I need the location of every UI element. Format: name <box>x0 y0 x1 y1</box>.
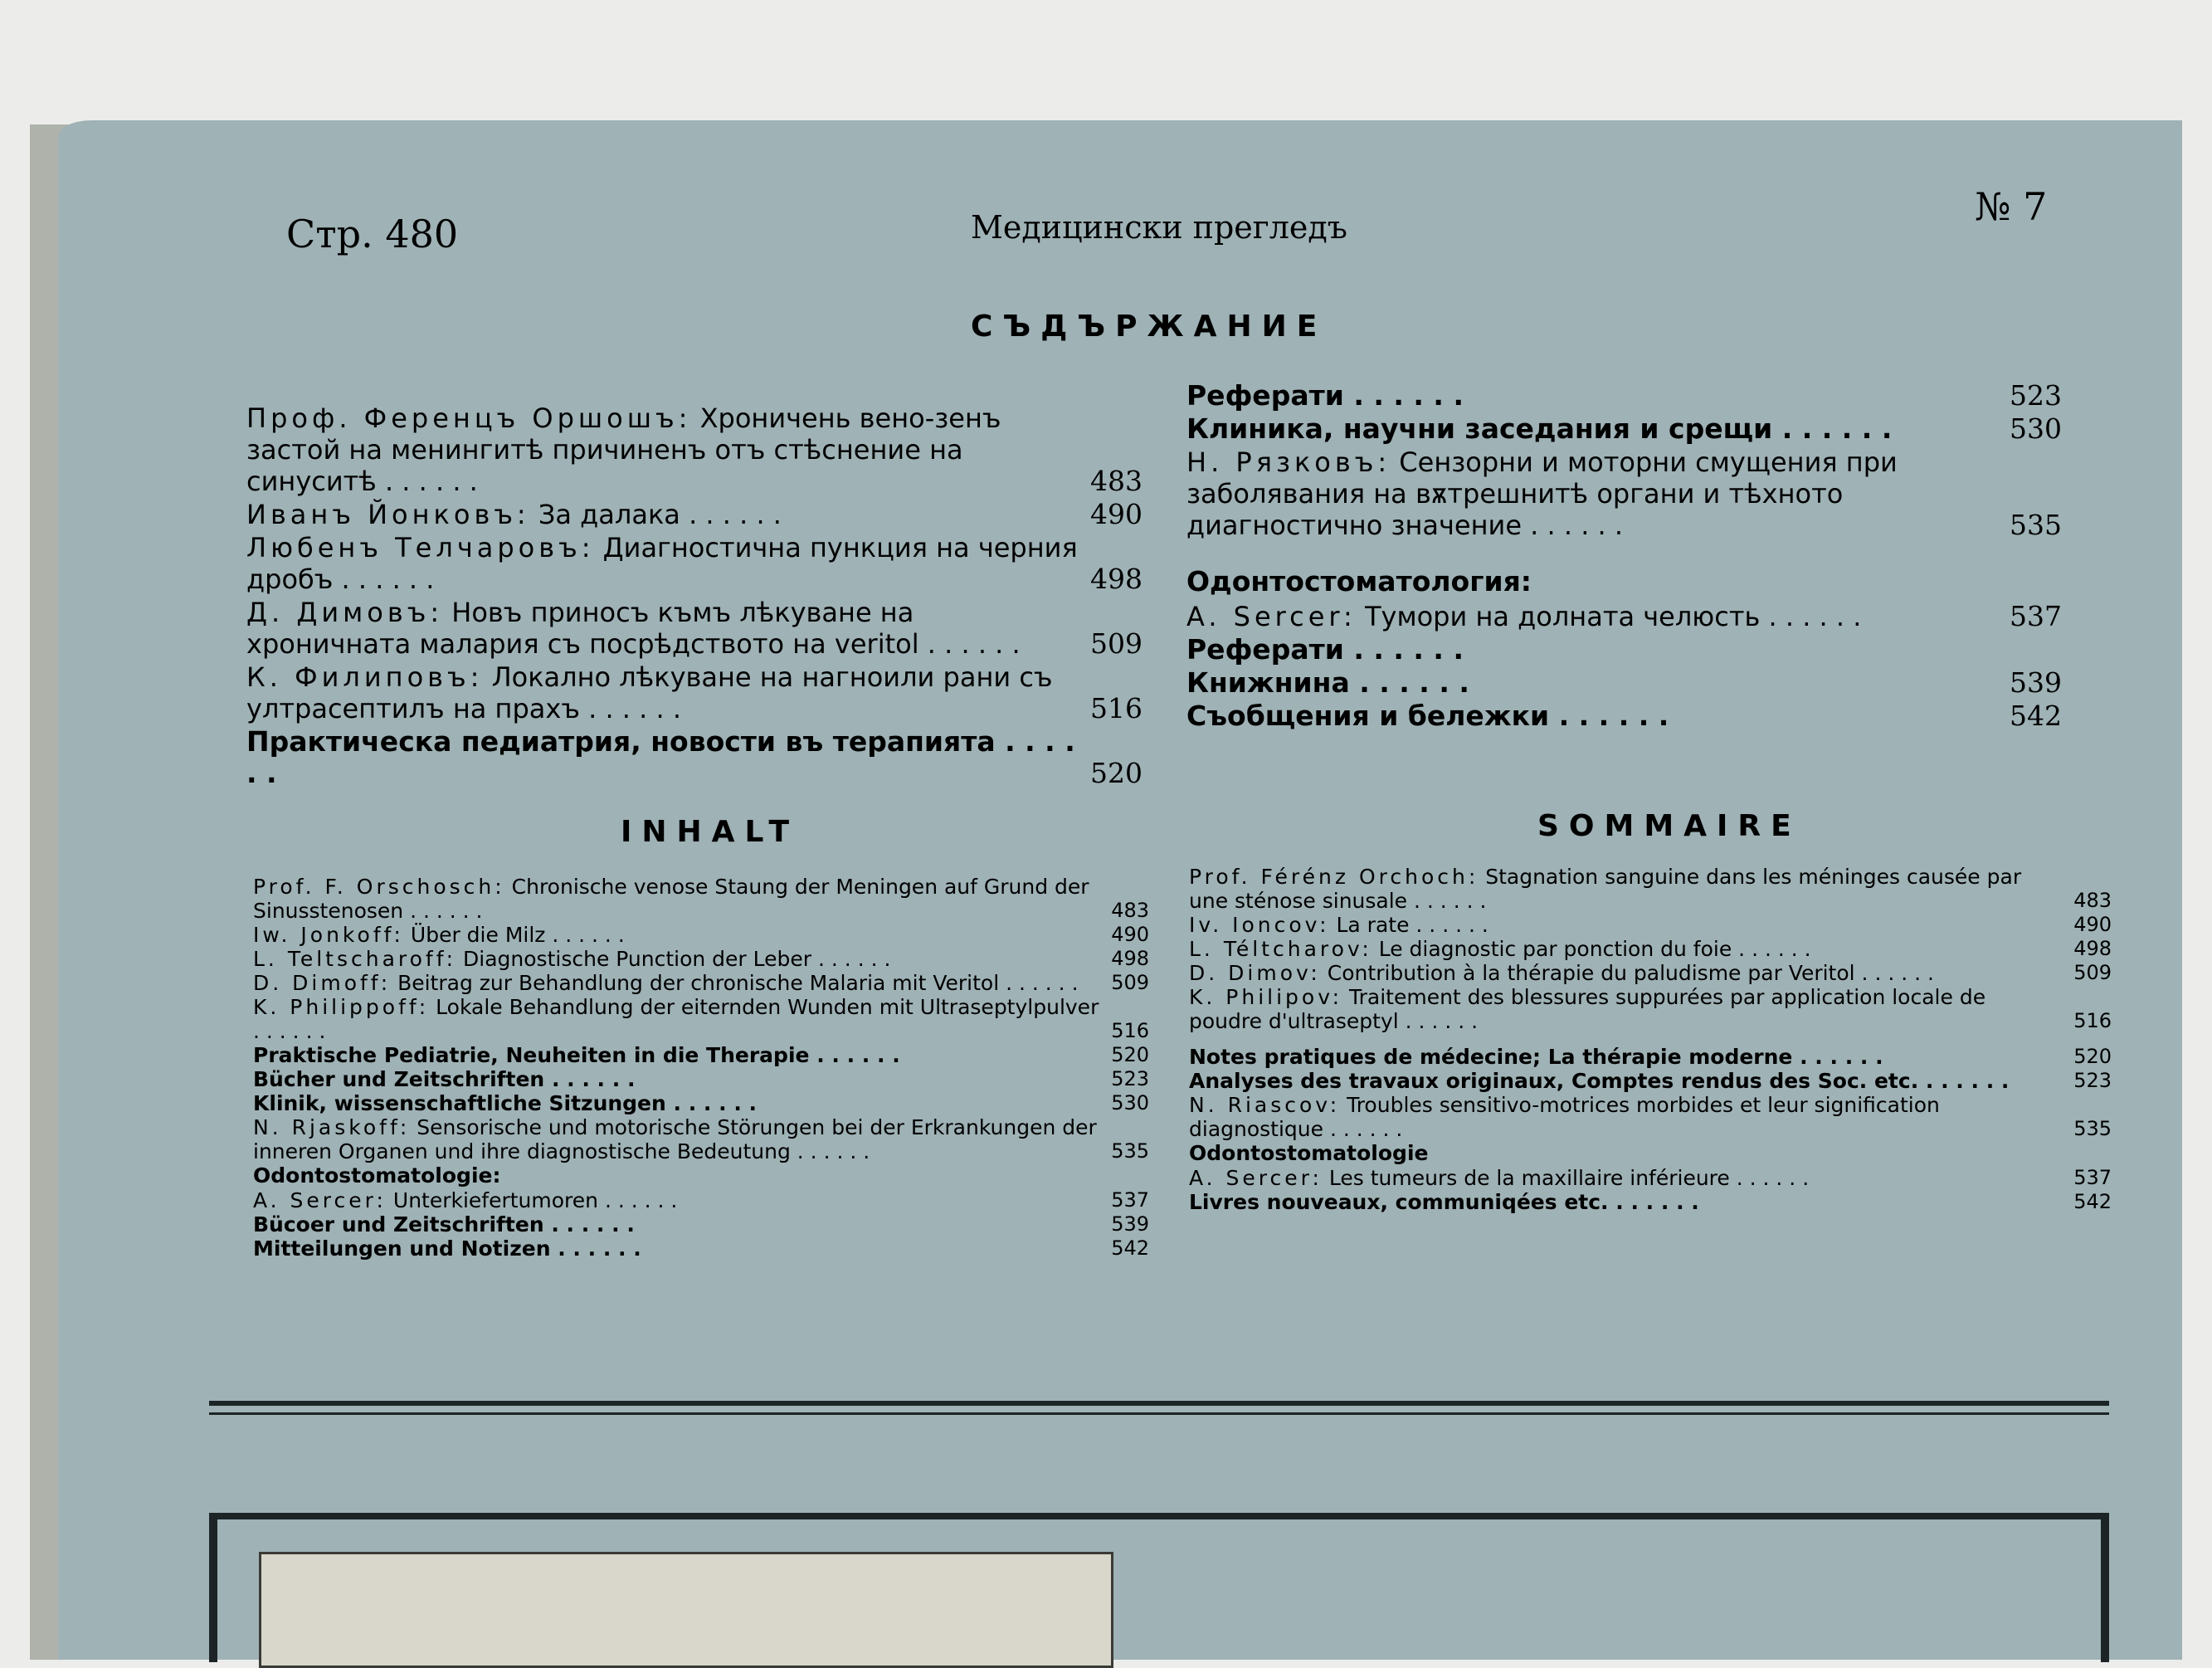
toc-title: Notes pratiques de médecine; La thérapie moderne <box>1189 1045 1793 1069</box>
toc-section-heading: Odontostomatologie: <box>253 1163 501 1188</box>
toc-entry-text: Реферати . . . . . . <box>1186 633 1464 666</box>
toc-title: Contribution à la thérapie du paludisme par Veritol <box>1327 961 1855 985</box>
toc-entry <box>246 532 1143 595</box>
toc-page-number: 523 <box>2010 379 2062 412</box>
toc-author: Prof. F. Orschosch: <box>253 875 505 899</box>
toc-title: Bücher und Zeitschriften <box>253 1067 545 1091</box>
toc-title: Реферати <box>1186 633 1344 666</box>
toc-page-number: 483 <box>1111 899 1149 922</box>
toc-author: Iv. Ioncov: <box>1189 913 1330 937</box>
toc-entry <box>1189 865 2112 913</box>
toc-entry <box>1189 913 2112 937</box>
toc-page-number: 490 <box>1111 923 1149 946</box>
toc-title: Unterkiefertumoren <box>392 1188 599 1212</box>
toc-author: K. Philipov: <box>1189 985 1343 1009</box>
toc-page-number: 516 <box>1111 1019 1149 1042</box>
toc-title: Les tumeurs de la maxillaire inférieure <box>1328 1166 1730 1190</box>
toc-title: Локално лѣкуване на нагноили рани съ ултрасептилъ на прахъ <box>246 661 1053 724</box>
toc-entry <box>253 947 1149 971</box>
toc-entry <box>1189 937 2112 961</box>
contents-bulgarian-right <box>1186 380 2062 734</box>
toc-entry <box>1186 413 2062 445</box>
toc-title: Diagnostische Punction der Leber <box>463 947 812 971</box>
toc-page-number: 535 <box>2010 509 2062 541</box>
toc-page-number: 490 <box>2073 913 2112 936</box>
toc-author: К. Филиповъ: <box>246 661 484 693</box>
toc-page-number: 539 <box>2010 666 2062 699</box>
issue-number: № 7 <box>1975 184 2048 229</box>
toc-entry <box>253 1236 1149 1261</box>
toc-entry <box>246 499 1143 530</box>
toc-entry-text: Prof. Férénz Orchoch: Stagnation sanguine dans les méninges causée par une sténose sinusale . . . . . . <box>1189 865 2022 913</box>
toc-entry <box>246 597 1143 660</box>
toc-page-number: 490 <box>1090 498 1143 530</box>
toc-entry <box>1189 1190 2112 1214</box>
toc-entry <box>1186 634 2062 666</box>
toc-page-number: 535 <box>1111 1139 1149 1163</box>
toc-entry <box>253 875 1149 923</box>
toc-title: Le diagnostic par ponction du foie <box>1378 937 1732 961</box>
toc-entry-text: L. Téltcharov: Le diagnostic par ponction du foie . . . . . . <box>1189 937 1811 961</box>
toc-entry-text: Съобщения и бележки . . . . . . <box>1186 700 1669 732</box>
toc-page-number: 516 <box>2073 1009 2112 1032</box>
toc-entry <box>253 1115 1149 1163</box>
toc-page-number: 509 <box>2073 961 2112 984</box>
contents-french <box>1189 865 2112 1214</box>
toc-entry <box>253 1043 1149 1067</box>
toc-entry-text: Notes pratiques de médecine; La thérapie moderne . . . . . . <box>1189 1045 1883 1069</box>
toc-entry-text: Livres nouveaux, communiqées etc. . . . . . . <box>1189 1190 1699 1214</box>
toc-page-number: 520 <box>2073 1045 2112 1068</box>
toc-entry <box>253 1188 1149 1212</box>
toc-title: Traitement des blessures suppurées par application locale de poudre d'ultraseptyl <box>1189 985 1986 1033</box>
toc-entry <box>1189 985 2112 1033</box>
toc-entry <box>1189 1069 2112 1093</box>
toc-entry-text: Реферати . . . . . . <box>1186 379 1464 412</box>
toc-page-number: 530 <box>2010 412 2062 445</box>
toc-title: Съобщения и бележки <box>1186 700 1550 732</box>
heading-bulgarian: СЪДЪРЖАНИЕ <box>971 310 1328 344</box>
toc-title: Praktische Pediatrie, Neuheiten in die Therapie <box>253 1043 810 1067</box>
divider-thin <box>209 1412 2109 1415</box>
toc-author: Prof. Férénz Orchoch: <box>1189 865 1479 889</box>
toc-page-number: 483 <box>1090 465 1143 497</box>
toc-title: Chronische venose Staung der Meningen auf Grund der Sinusstenosen <box>253 875 1089 923</box>
toc-author: Любенъ Телчаровъ: <box>246 532 595 563</box>
toc-author: L. Teltscharoff: <box>253 947 457 971</box>
toc-author: K. Philippoff: <box>253 995 430 1019</box>
toc-entry <box>253 923 1149 947</box>
toc-entry <box>246 402 1143 497</box>
toc-entry <box>253 971 1149 995</box>
toc-entry <box>253 1091 1149 1115</box>
toc-title: La rate <box>1336 913 1410 937</box>
toc-title: Сензорни и моторни смущения при заболявания на вѫтрешнитѣ органи и тѣхното диагностично значение <box>1186 446 1898 541</box>
contents-german <box>253 875 1149 1261</box>
toc-entry-text: A. Sercer: Тумори на долната челюсть . . . . . . <box>1186 601 1862 632</box>
toc-entry-text: Н. Рязковъ: Сензорни и моторни смущения при заболявания на вѫтрешнитѣ органи и тѣхното диагностично значение . . . . . . <box>1186 446 1898 541</box>
toc-page-number: 483 <box>2073 889 2112 912</box>
toc-page-number: 520 <box>1090 757 1143 789</box>
toc-page-number: 530 <box>1111 1091 1149 1114</box>
toc-author: Проф. Ференцъ Оршошъ: <box>246 402 692 434</box>
toc-entry-text: Иванъ Йонковъ: За далака . . . . . . <box>246 499 782 530</box>
toc-title: Bücoer und Zeitschriften <box>253 1212 544 1236</box>
toc-title: Sensorische und motorische Störungen bei der Erkrankungen der inneren Organen und ihre diagnostische Bedeutung <box>253 1115 1097 1163</box>
toc-author: A. Sercer: <box>253 1188 387 1212</box>
toc-entry <box>1186 601 2062 632</box>
toc-entry-text: Любенъ Телчаровъ: Диагностична пункция на черния дробъ . . . . . . <box>246 532 1078 595</box>
toc-entry-text: K. Philippoff: Lokale Behandlung der eiternden Wunden mit Ultraseptylpulver . . . . . . <box>253 995 1099 1043</box>
toc-entry-text: K. Philipov: Traitement des blessures suppurées par application locale de poudre d'ultraseptyl . . . . . . <box>1189 985 1986 1033</box>
toc-title: Lokale Behandlung der eiternden Wunden mit Ultraseptylpulver <box>436 995 1099 1019</box>
toc-author: N. Riascov: <box>1189 1093 1341 1117</box>
toc-entry <box>1186 446 2062 541</box>
toc-author: A. Sercer: <box>1189 1166 1323 1190</box>
toc-author: Иванъ Йонковъ: <box>246 499 530 530</box>
toc-page-number: 509 <box>1090 627 1143 660</box>
toc-author: N. Rjaskoff: <box>253 1115 411 1139</box>
toc-page-number: 523 <box>2073 1069 2112 1092</box>
toc-page-number: 509 <box>1111 971 1149 994</box>
toc-author: D. Dimov: <box>1189 961 1321 985</box>
toc-entry-text: Analyses des travaux originaux, Comptes rendus des Soc. etc. . . . . . . <box>1189 1069 2010 1093</box>
toc-page-number: 516 <box>1090 692 1143 724</box>
toc-author: Д. Димовъ: <box>246 597 444 628</box>
page-number: Стр. 480 <box>286 212 459 256</box>
toc-page-number: 523 <box>1111 1067 1149 1090</box>
toc-author: A. Sercer: <box>1186 601 1357 632</box>
toc-entry-text: Практическа педиатрия, новости въ терапията . . . . . . <box>246 725 1075 789</box>
toc-entry <box>253 1067 1149 1091</box>
toc-title: Troubles sensitivo-motrices morbides et leur signification diagnostique <box>1189 1093 1940 1141</box>
toc-title: Новъ приносъ къмъ лѣкуване на хроничната малария съ посрѣдството на veritol <box>246 597 919 660</box>
toc-entry-text: Prof. F. Orschosch: Chronische venose Staung der Meningen auf Grund der Sinusstenosen . . . . . . <box>253 875 1089 923</box>
toc-author: Iw. Jonkoff: <box>253 923 404 947</box>
toc-entry-text: Iv. Ioncov: La rate . . . . . . <box>1189 913 1488 937</box>
toc-entry-text: Bücoer und Zeitschriften . . . . . . <box>253 1212 635 1236</box>
toc-entry-text: N. Riascov: Troubles sensitivo-motrices morbides et leur signification diagnostique . . . . . . <box>1189 1093 1940 1141</box>
toc-entry-text: A. Sercer: Les tumeurs de la maxillaire inférieure . . . . . . <box>1189 1166 1810 1190</box>
toc-entry-text: Klinik, wissenschaftliche Sitzungen . . . . . . <box>253 1091 758 1115</box>
heading-french: SOMMAIRE <box>1537 809 1801 843</box>
contents-bulgarian-left <box>246 402 1143 791</box>
toc-entry-text: Praktische Pediatrie, Neuheiten in die Therapie . . . . . . <box>253 1043 900 1067</box>
toc-entry-text: Mitteilungen und Notizen . . . . . . <box>253 1236 641 1261</box>
divider-thick <box>209 1401 2109 1406</box>
toc-title: Практическа педиатрия, новости въ терапията <box>246 725 996 758</box>
toc-page-number: 539 <box>1111 1212 1149 1236</box>
toc-entry-text: D. Dimoff: Beitrag zur Behandlung der chronische Malaria mit Veritol . . . . . . <box>253 971 1079 995</box>
toc-page-number: 535 <box>2073 1117 2112 1140</box>
toc-title: Analyses des travaux originaux, Comptes rendus des Soc. etc. <box>1189 1069 1919 1093</box>
toc-entry-text: Клиника, научни заседания и срещи . . . . . . <box>1186 412 1893 445</box>
toc-entry-text: Bücher und Zeitschriften . . . . . . <box>253 1067 636 1091</box>
toc-entry <box>1186 667 2062 699</box>
toc-entry <box>253 995 1149 1043</box>
toc-title: Реферати <box>1186 379 1344 412</box>
toc-entry-text: К. Филиповъ: Локално лѣкуване на нагноили рани съ ултрасептилъ на прахъ . . . . . . <box>246 661 1053 724</box>
toc-title: Книжнина <box>1186 666 1350 699</box>
toc-entry-text: Iw. Jonkoff: Über die Milz . . . . . . <box>253 923 625 947</box>
toc-title: Livres nouveaux, communiqées etc. <box>1189 1190 1609 1214</box>
toc-entry <box>1189 1093 2112 1141</box>
toc-entry <box>1189 1166 2112 1190</box>
toc-title: Stagnation sanguine dans les méninges causée par une sténose sinusale <box>1189 865 2022 913</box>
lower-photo-panel <box>259 1552 1113 1668</box>
toc-title: Диагностична пункция на черния дробъ <box>246 532 1078 595</box>
toc-title: За далака <box>538 499 680 530</box>
toc-page-number: 542 <box>1111 1236 1149 1260</box>
toc-author: D. Dimoff: <box>253 971 392 995</box>
toc-page-number: 537 <box>2010 600 2062 632</box>
toc-entry <box>246 726 1143 789</box>
toc-entry-text: A. Sercer: Unterkiefertumoren . . . . . . <box>253 1188 678 1212</box>
toc-entry-text: L. Teltscharoff: Diagnostische Punction der Leber . . . . . . <box>253 947 891 971</box>
toc-page-number: 520 <box>1111 1043 1149 1066</box>
toc-title: Хроничень вено-зенъ застой на менингитѣ причиненъ отъ стѣснение на синуситѣ <box>246 402 1001 497</box>
toc-entry <box>253 1212 1149 1236</box>
toc-entry <box>1186 380 2062 412</box>
toc-author: L. Téltcharov: <box>1189 937 1372 961</box>
toc-page-number: 542 <box>2010 700 2062 732</box>
toc-author: Н. Рязковъ: <box>1186 446 1391 478</box>
toc-entry <box>1189 1045 2112 1069</box>
toc-entry-text: Проф. Ференцъ Оршошъ: Хроничень вено-зенъ застой на менингитѣ причиненъ отъ стѣснение на синуситѣ . . . . . . <box>246 402 1001 497</box>
heading-german: INHALT <box>621 815 800 849</box>
toc-entry-text: Книжнина . . . . . . <box>1186 666 1469 699</box>
toc-page-number: 498 <box>2073 937 2112 960</box>
toc-entry-text: D. Dimov: Contribution à la thérapie du paludisme par Veritol . . . . . . <box>1189 961 1934 985</box>
toc-page-number: 498 <box>1090 563 1143 595</box>
toc-page-number: 498 <box>1111 947 1149 970</box>
toc-entry-text: N. Rjaskoff: Sensorische und motorische Störungen bei der Erkrankungen der inneren Organen und ihre diagnostische Bedeutung . . . . . . <box>253 1115 1097 1163</box>
toc-page-number: 537 <box>1111 1188 1149 1212</box>
toc-title: Тумори на долната челюсть <box>1364 601 1761 632</box>
toc-entry <box>1189 961 2112 985</box>
toc-entry <box>246 661 1143 724</box>
toc-page-number: 537 <box>2073 1166 2112 1189</box>
toc-entry-text: Д. Димовъ: Новъ приносъ къмъ лѣкуване на хроничната малария съ посрѣдството на veritol . . . . . . <box>246 597 1021 660</box>
toc-title: Beitrag zur Behandlung der chronische Malaria mit Veritol <box>397 971 1000 995</box>
toc-title: Über die Milz <box>410 923 546 947</box>
journal-title: Медицински прегледъ <box>971 209 1347 246</box>
toc-entry <box>1186 700 2062 732</box>
toc-page-number: 542 <box>2073 1190 2112 1213</box>
toc-title: Klinik, wissenschaftliche Sitzungen <box>253 1091 666 1115</box>
toc-title: Mitteilungen und Notizen <box>253 1236 551 1261</box>
toc-section-heading: Odontostomatologie <box>1189 1141 1429 1165</box>
toc-section-heading: Одонтостоматология: <box>1186 565 1532 597</box>
toc-title: Клиника, научни заседания и срещи <box>1186 412 1773 445</box>
